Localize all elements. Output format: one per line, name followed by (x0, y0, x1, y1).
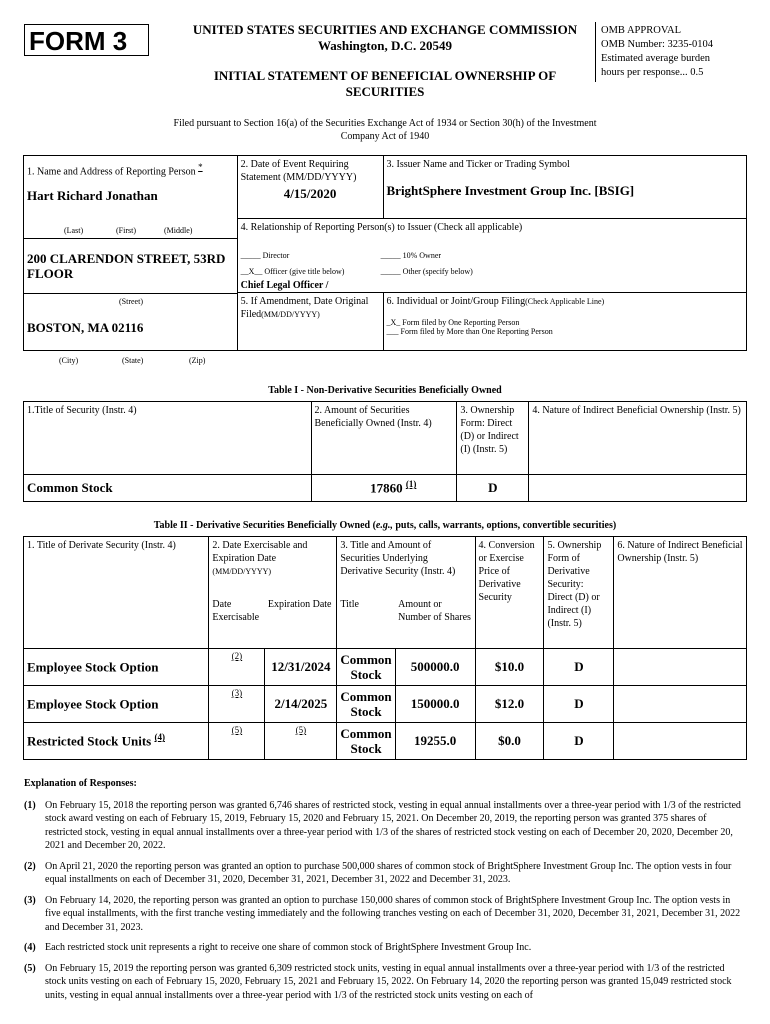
table1-form: D (457, 475, 529, 502)
table2-sub-expiration: Expiration Date (265, 596, 337, 649)
state-label: (State) (122, 356, 144, 365)
name-label: 1. Name and Address of Reporting Person (27, 166, 196, 178)
table2-price: $12.0 (475, 686, 544, 723)
table2-security: Employee Stock Option (24, 686, 209, 723)
table2-form: D (544, 686, 614, 723)
issuer-label: 3. Issuer Name and Ticker or Trading Symbol (386, 159, 570, 170)
table2-col1: 1. Title of Derivate Security (Instr. 4) (24, 537, 209, 649)
reporting-name: Hart Richard Jonathan (27, 188, 158, 203)
omb-number: OMB Number: 3235-0104 (601, 39, 713, 50)
officer-option[interactable]: __X__ Officer (give title below) (240, 267, 345, 276)
city-state-zip: BOSTON, MA 02116 (27, 320, 144, 335)
table1 (23, 401, 747, 502)
omb-hours: hours per response... 0.5 (601, 67, 704, 78)
footnote-5-link[interactable]: (5) (295, 725, 307, 735)
first-label: (First) (116, 226, 136, 235)
table2-price: $10.0 (475, 649, 544, 686)
name-note[interactable]: * (198, 162, 203, 172)
table2-security: Restricted Stock Units $^{(4)}$ (24, 723, 209, 760)
table2-security: Employee Stock Option (24, 649, 209, 686)
amendment-format: (MM/DD/YYYY) (261, 310, 320, 319)
agency-name: UNITED STATES SECURITIES AND EXCHANGE COMMISSION (192, 22, 578, 37)
table2-underlying-title: Common Stock (337, 686, 395, 723)
table2 (23, 536, 747, 760)
table2-amount: 150000.0 (395, 686, 475, 723)
table1-col1: 1.Title of Security (Instr. 4) (24, 402, 312, 475)
table1-amount: 17860 (370, 480, 403, 496)
street-label: (Street) (119, 297, 143, 306)
amendment-cell (237, 293, 383, 351)
table2-amount: 19255.0 (395, 723, 475, 760)
last-label: (Last) (64, 226, 84, 235)
table2-form: D (544, 723, 614, 760)
event-date: 4/15/2020 (283, 186, 337, 201)
reporting-person-table (23, 155, 747, 365)
explanation-item: (5) On February 15, 2019 the reporting person was granted 6,309 restricted stock units, vesting in equal annual installments over a three-year period with 1/3 of the restricted stock units vesting on each of February 15, 2020, February 15, 2021 and February 15, 2022. On February 14, 2020 the reporting person was granted 15,049 restricted stock units, vesting in equal annual installments over a three-year period with 1/3 of the restricted stock units vesting on each of (24, 962, 732, 1001)
table2-sub-title: Title (337, 596, 395, 649)
explanation-item: (3) On February 14, 2020, the reporting person was granted an option to purchase 150,000 shares of common stock of BrightSphere Investment Group Inc. The option vests in five equal installments, with the first tranche vesting immediately and the following tranches vesting on each of December 31, 2020, December 31, 2021, December 31, 2022 and December 31, 2023. (24, 894, 741, 933)
more-person-option[interactable]: ___ Form filed by More than One Reporting Person (386, 327, 553, 336)
officer-title: Chief Legal Officer / (240, 280, 329, 291)
table1-amount-cell (311, 475, 457, 502)
table2-sub-date-exercisable: Date Exercisable (209, 596, 265, 649)
omb-box (601, 24, 761, 80)
table2-expiration: 2/14/2025 (265, 686, 337, 723)
footnote-3-link[interactable]: (3) (231, 688, 243, 698)
director-option[interactable]: _____ Director (240, 251, 290, 260)
city-label: (City) (59, 356, 79, 365)
event-date-cell (237, 156, 383, 219)
explanation-item: (4) Each restricted stock unit represents a right to receive one share of common stock of BrightSphere Investment Group Inc. (24, 942, 532, 953)
table2-underlying-title: Common Stock (337, 649, 395, 686)
footnote-5-link[interactable]: (5) (231, 725, 243, 735)
table2-amount: 500000.0 (395, 649, 475, 686)
table1-col4: 4. Nature of Indirect Beneficial Ownership (Instr. 5) (529, 402, 747, 475)
filed-pursuant: Filed pursuant to Section 16(a) of the Securities Exchange Act of 1934 or Section 30(h) of the Investment Company Act of 1940 (173, 118, 597, 142)
joint-filing-cell (383, 293, 747, 351)
table1-title: Table I - Non-Derivative Securities Beneficially Owned (268, 385, 502, 396)
zip-label: (Zip) (189, 356, 206, 365)
table2-title: Table II - Derivative Securities Beneficially Owned (e.g., puts, calls, warrants, options, convertible securities) (153, 520, 617, 531)
footnote-1-link[interactable]: (1) (405, 479, 417, 490)
explanation-item: (2) On April 21, 2020 the reporting person was granted an option to purchase 500,000 shares of common stock of BrightSphere Investment Group Inc. The option vests in four equal installments on each of December 31, 2020, December 31, 2021, December 31, 2022 and December 31, 2023. (24, 860, 732, 885)
other-option[interactable]: _____ Other (specify below) (380, 267, 473, 276)
table2-col2-cell (209, 537, 337, 596)
table2-col6: 6. Nature of Indirect Beneficial Ownership (Instr. 5) (614, 537, 747, 649)
table2-col3: 3. Title and Amount of Securities Underlying Derivative Security (Instr. 4) (337, 537, 475, 596)
omb-burden: Estimated average burden (601, 53, 711, 64)
form-label: FORM 3 (24, 24, 149, 56)
explanation-heading: Explanation of Responses: (24, 778, 137, 789)
table2-row (24, 723, 747, 760)
footnote-4-link[interactable]: (4) (154, 732, 165, 743)
table2-col5: 5. Ownership Form of Derivative Security: Direct (D) or Indirect (I) (Instr. 5) (544, 537, 614, 649)
joint-filing-note: (Check Applicable Line) (525, 297, 605, 306)
table2-col2-format: (MM/DD/YYYY) (212, 567, 272, 576)
explanation-item: (1) On February 15, 2018 the reporting person was granted 6,746 shares of restricted stock, vesting in equal annual installments over a three-year period with 1/3 of the restricted stock award vesting on each of February 15, 2019, February 15, 2020 and February 15, 2021. On December 20, 2019, the reporting person was granted 375 shares of restricted stock, vesting in equal annual installments over a three-year period with 1/3 of the shares of restricted stock vesting on each of December 20, 2020, December 20, 2021 and December 20, 2022. (24, 799, 741, 851)
explanation-section (24, 777, 746, 1002)
table2-col4: 4. Conversion or Exercise Price of Derivative Security (475, 537, 544, 649)
amendment-label: 5. If Amendment, Date Original Filed (240, 296, 369, 320)
street-address: 200 CLARENDON STREET, 53RD FLOOR (27, 251, 226, 281)
table2-underlying-title: Common Stock (337, 723, 395, 760)
event-date-label: 2. Date of Event Requiring Statement (MM/DD/YYYY) (240, 159, 357, 183)
table1-col2: 2. Amount of Securities Beneficially Owned (Instr. 4) (311, 402, 457, 475)
issuer-name: BrightSphere Investment Group Inc. [BSIG] (386, 183, 635, 198)
relationship-cell (237, 219, 746, 293)
table2-expiration: 12/31/2024 (265, 649, 337, 686)
table2-price: $0.0 (475, 723, 544, 760)
table1-security: Common Stock (24, 475, 312, 502)
middle-label: (Middle) (164, 226, 193, 235)
table1-col3: 3. Ownership Form: Direct (D) or Indirect (I) (Instr. 5) (457, 402, 529, 475)
issuer-cell (383, 156, 747, 219)
table2-form: D (544, 649, 614, 686)
table2-row (24, 686, 747, 723)
one-person-option[interactable]: _X_ Form filed by One Reporting Person (386, 318, 520, 327)
statement-title: INITIAL STATEMENT OF BENEFICIAL OWNERSHIP OF SECURITIES (213, 68, 557, 99)
omb-approval: OMB APPROVAL (601, 25, 682, 36)
table2-sub-amount: Amount or Number of Shares (395, 596, 475, 649)
table2-col2: 2. Date Exercisable and Expiration Date (212, 540, 308, 564)
header-title-block (170, 22, 600, 100)
footnote-2-link[interactable]: (2) (231, 651, 243, 661)
joint-filing-label: 6. Individual or Joint/Group Filing (386, 296, 526, 307)
ten-percent-option[interactable]: _____ 10% Owner (380, 251, 442, 260)
agency-location: Washington, D.C. 20549 (318, 38, 452, 53)
table2-row (24, 649, 747, 686)
reporting-person-cell (24, 156, 238, 365)
relationship-label: 4. Relationship of Reporting Person(s) to Issuer (Check all applicable) (240, 222, 523, 233)
